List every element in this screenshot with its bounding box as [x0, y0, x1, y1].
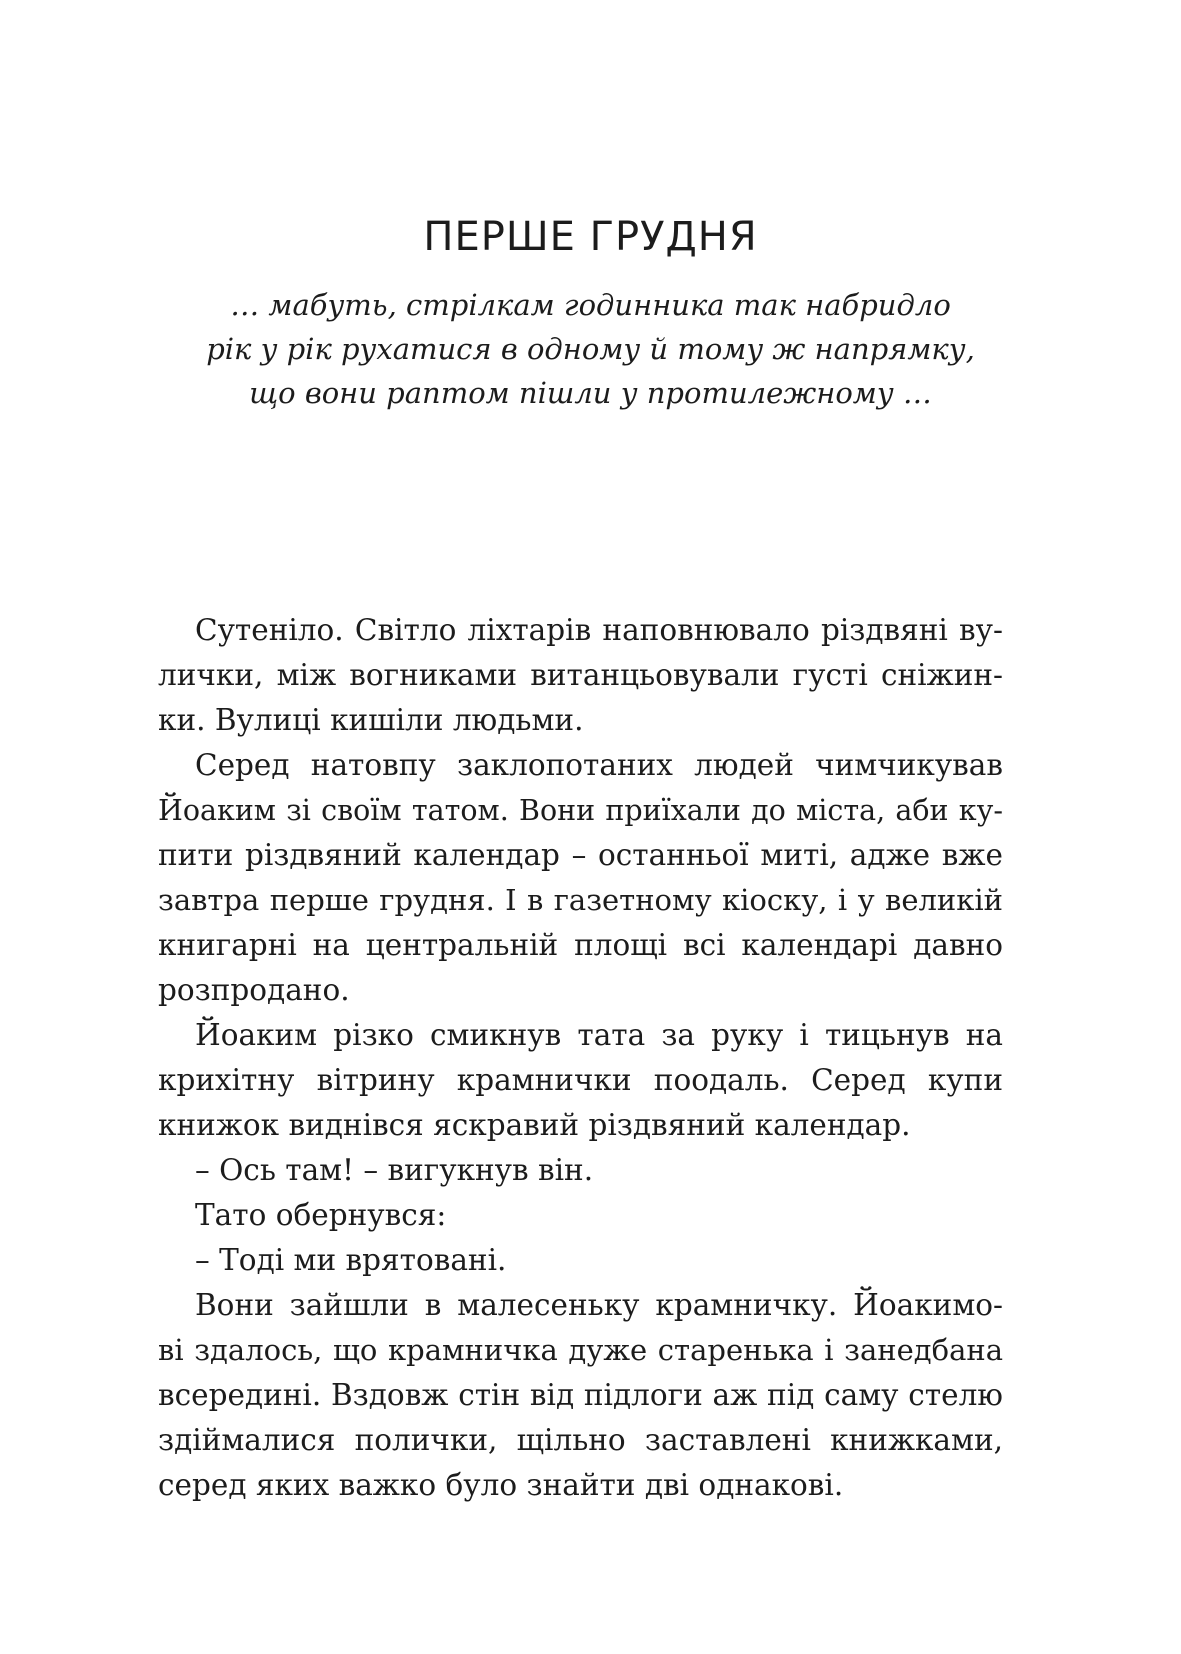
body-line: Йоаким зі своїм татом. Вони приїхали до міста, аби ку- [158, 794, 1003, 827]
body-line: Сутеніло. Світло ліхтарів наповнювало різдвяні ву- [195, 613, 1003, 647]
body-line: – Тоді ми врятовані. [195, 1243, 507, 1277]
epigraph-line: … мабуть, стрілкам годинника так набридло [230, 288, 951, 322]
body-line: – Ось там! – вигукнув він. [195, 1153, 594, 1187]
body-line: книгарні на центральній площі всі календарі давно [158, 928, 1003, 962]
body-line: серед яких важко було знайти дві однакові. [158, 1468, 844, 1502]
chapter-body [158, 608, 1003, 1508]
body-line: пити різдвяний календар – останньої миті, адже вже [158, 838, 1003, 872]
body-line: Вони зайшли в малесеньку крамничку. Йоакимо- [195, 1288, 1003, 1322]
body-line: книжок виднівся яскравий різдвяний календар. [158, 1108, 911, 1142]
body-line: здіймалися полички, щільно заставлені книжками, [158, 1423, 1003, 1457]
body-line: розпродано. [158, 973, 350, 1007]
body-line: Тато обернувся: [195, 1198, 447, 1232]
body-line: всередині. Вздовж стін від підлоги аж під саму стелю [158, 1378, 1003, 1412]
body-line: ві здалось, що крамничка дуже старенька і занедбана [158, 1333, 1003, 1367]
body-line: лички, між вогниками витанцьовували густі сніжин- [158, 658, 1003, 692]
epigraph-line: рік у рік рухатися в одному й тому ж напрямку, [206, 332, 975, 366]
body-line: Йоаким різко смикнув тата за руку і тицьнув на [195, 1018, 1003, 1052]
body-line: Серед натовпу заклопотаних людей чимчикував [195, 748, 1003, 782]
chapter-title: ПЕРШЕ ГРУДНЯ [423, 214, 758, 260]
body-line: ки. Вулиці кишіли людьми. [158, 703, 584, 737]
epigraph-line: що вони раптом пішли у протилежному … [249, 376, 932, 410]
body-line: крихітну вітрину крамнички поодаль. Серед купи [158, 1063, 1003, 1097]
body-line: завтра перше грудня. І в газетному кіоску, і у великій [158, 883, 1003, 917]
epigraph [0, 283, 1181, 415]
